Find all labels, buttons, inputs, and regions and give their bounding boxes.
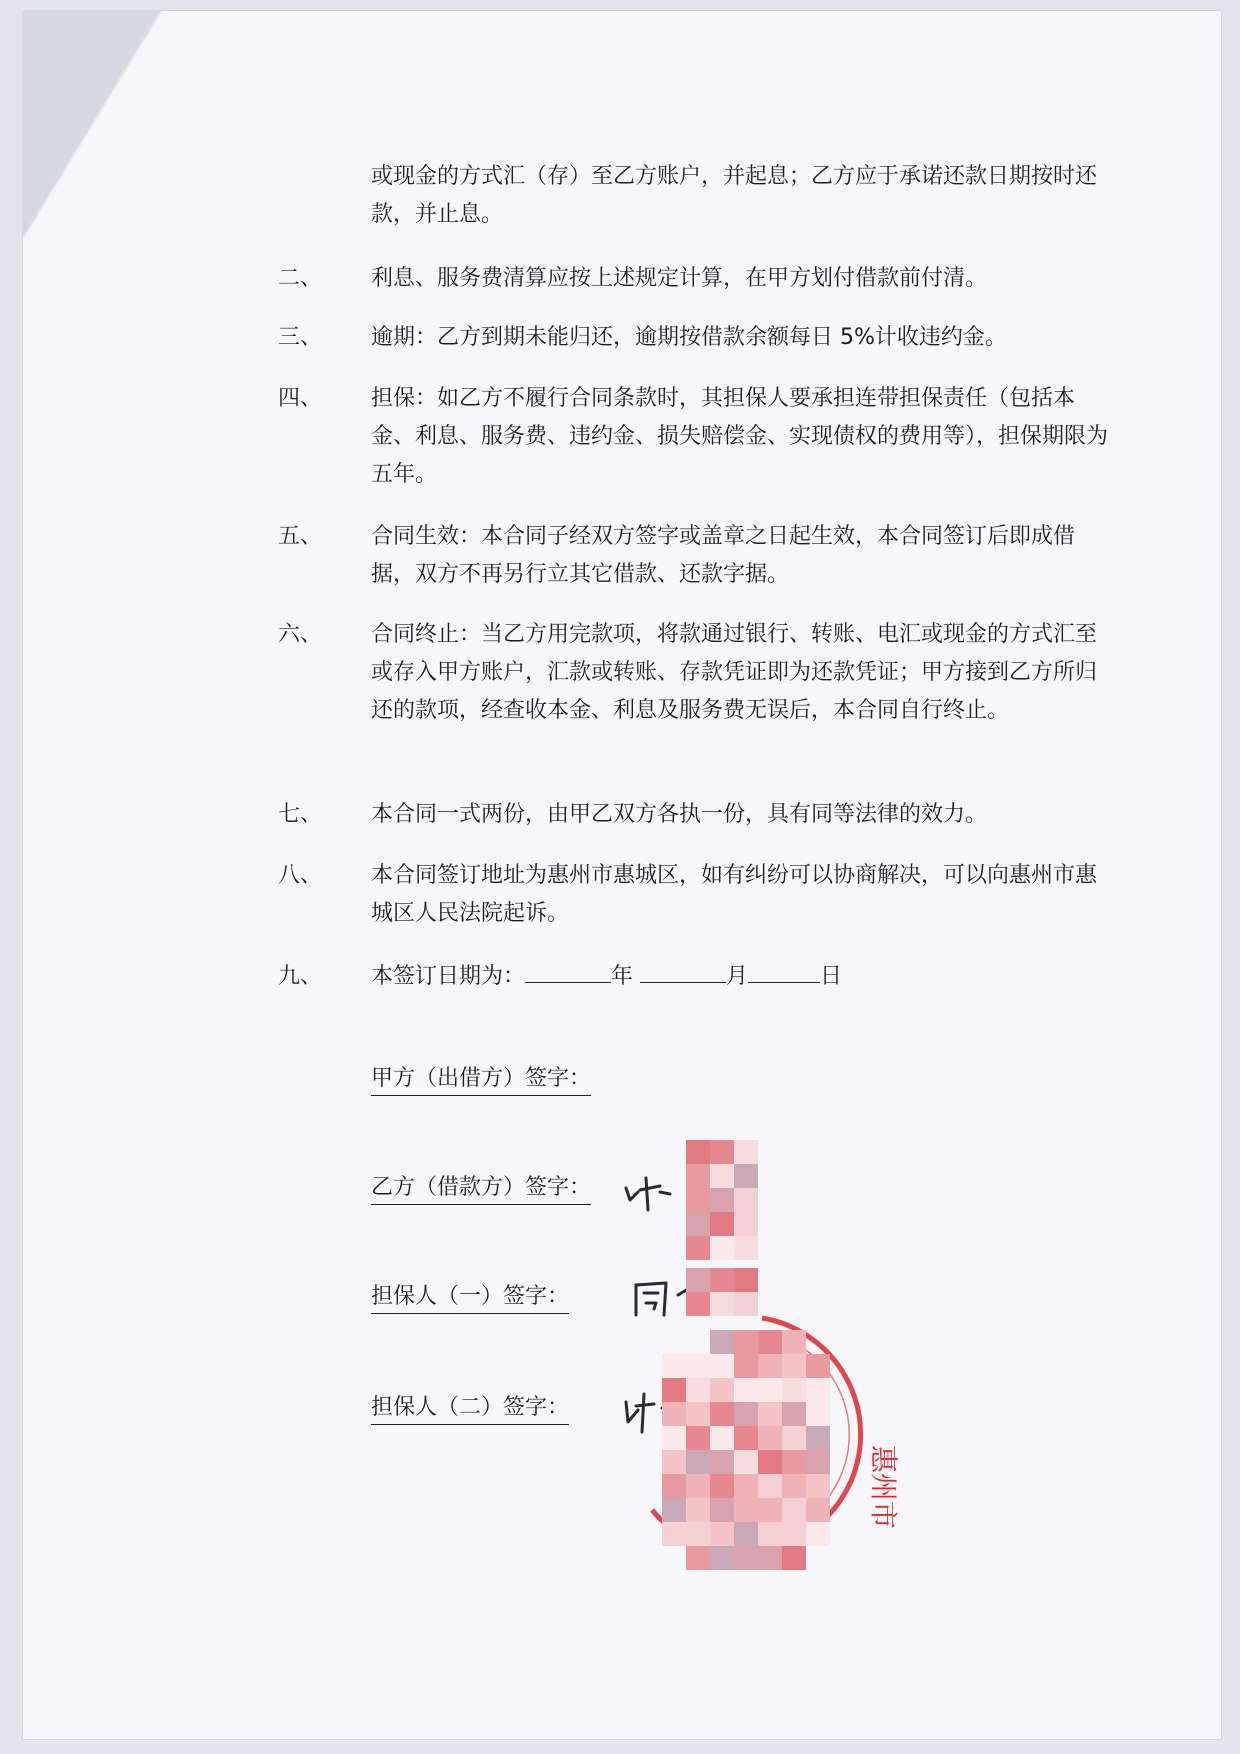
- mosaic-cell: [806, 1330, 830, 1354]
- mosaic-cell: [806, 1354, 830, 1378]
- day-blank[interactable]: [748, 960, 820, 983]
- mosaic-cell: [758, 1498, 782, 1522]
- mosaic-cell: [782, 1354, 806, 1378]
- mosaic-cell: [782, 1450, 806, 1474]
- mosaic-cell: [710, 1426, 734, 1450]
- mosaic-cell: [710, 1330, 734, 1354]
- guarantor-2-signature-label: 担保人（二）签字：: [371, 1393, 569, 1425]
- mosaic-cell: [710, 1354, 734, 1378]
- mosaic-cell: [710, 1378, 734, 1402]
- mosaic-cell: [710, 1268, 734, 1292]
- mosaic-cell: [806, 1474, 830, 1498]
- mosaic-cell: [710, 1402, 734, 1426]
- mosaic-cell: [662, 1498, 686, 1522]
- mosaic-cell: [806, 1498, 830, 1522]
- mosaic-cell: [734, 1188, 758, 1212]
- mosaic-cell: [710, 1522, 734, 1546]
- handwritten-signature-party-b: [620, 1170, 690, 1215]
- mosaic-cell: [686, 1188, 710, 1212]
- redaction-mosaic: [662, 1330, 830, 1570]
- mosaic-cell: [758, 1426, 782, 1450]
- mosaic-cell: [662, 1402, 686, 1426]
- clause-text: 利息、服务费清算应按上述规定计算，在甲方划付借款前付清。: [371, 266, 988, 291]
- mosaic-cell: [686, 1546, 710, 1570]
- mosaic-cell: [686, 1236, 710, 1260]
- mosaic-cell: [806, 1426, 830, 1450]
- mosaic-cell: [734, 1522, 758, 1546]
- mosaic-cell: [662, 1522, 686, 1546]
- clause-text: 本合同一式两份，由甲乙双方各执一份，具有同等法律的效力。: [371, 802, 988, 827]
- mosaic-cell: [734, 1236, 758, 1260]
- clause-number: 三、: [278, 325, 323, 350]
- month-label: 月: [726, 964, 749, 989]
- mosaic-cell: [734, 1354, 758, 1378]
- mosaic-cell: [662, 1330, 686, 1354]
- redaction-mosaic: [686, 1140, 758, 1260]
- mosaic-cell: [686, 1164, 710, 1188]
- year-blank[interactable]: [525, 960, 611, 983]
- clause-number: 六、: [278, 622, 323, 647]
- mosaic-cell: [710, 1474, 734, 1498]
- clause-number: 五、: [278, 524, 323, 549]
- mosaic-cell: [686, 1522, 710, 1546]
- mosaic-cell: [662, 1426, 686, 1450]
- redaction-mosaic: [686, 1268, 758, 1316]
- mosaic-cell: [734, 1402, 758, 1426]
- mosaic-cell: [782, 1426, 806, 1450]
- clause-number: 九、: [278, 964, 323, 989]
- mosaic-cell: [806, 1546, 830, 1570]
- mosaic-cell: [686, 1426, 710, 1450]
- month-blank[interactable]: [640, 960, 726, 983]
- document-page: [22, 10, 1222, 1740]
- mosaic-cell: [758, 1354, 782, 1378]
- clause-number: 四、: [278, 386, 323, 411]
- mosaic-cell: [782, 1546, 806, 1570]
- clause-text: 合同生效：本合同子经双方签字或盖章之日起生效，本合同签订后即成借据，双方不再另行立其它借款、还款字据。: [371, 524, 1076, 587]
- mosaic-cell: [806, 1522, 830, 1546]
- date-prefix: 本签订日期为：: [371, 964, 526, 989]
- mosaic-cell: [686, 1450, 710, 1474]
- mosaic-cell: [734, 1164, 758, 1188]
- mosaic-cell: [782, 1522, 806, 1546]
- mosaic-cell: [686, 1354, 710, 1378]
- folded-corner-shadow: [22, 10, 162, 240]
- mosaic-cell: [734, 1426, 758, 1450]
- mosaic-cell: [782, 1378, 806, 1402]
- clause-text: 或现金的方式汇（存）至乙方账户，并起息；乙方应于承诺还款日期按时还款，并止息。: [371, 164, 1098, 227]
- mosaic-cell: [758, 1546, 782, 1570]
- mosaic-cell: [734, 1268, 758, 1292]
- mosaic-cell: [662, 1474, 686, 1498]
- clause-text: 合同终止：当乙方用完款项，将款通过银行、转账、电汇或现金的方式汇至或存入甲方账户，汇款或转账、存款凭证即为还款凭证；甲方接到乙方所归还的款项，经查收本金、利息及服务费无误后，本合同自行终止。: [371, 622, 1098, 723]
- mosaic-cell: [686, 1498, 710, 1522]
- seal-text: 惠州市: [867, 1445, 900, 1530]
- clause-text: 本合同签订地址为惠州市惠城区，如有纠纷可以协商解决，可以向惠州市惠城区人民法院起诉。: [371, 863, 1098, 926]
- mosaic-cell: [686, 1378, 710, 1402]
- mosaic-cell: [758, 1450, 782, 1474]
- mosaic-cell: [758, 1330, 782, 1354]
- mosaic-cell: [710, 1188, 734, 1212]
- mosaic-cell: [734, 1378, 758, 1402]
- party-a-signature-label: 甲方（出借方）签字：: [371, 1064, 591, 1096]
- mosaic-cell: [686, 1140, 710, 1164]
- mosaic-cell: [686, 1212, 710, 1236]
- mosaic-cell: [710, 1236, 734, 1260]
- mosaic-cell: [710, 1212, 734, 1236]
- mosaic-cell: [758, 1474, 782, 1498]
- mosaic-cell: [662, 1378, 686, 1402]
- mosaic-cell: [686, 1402, 710, 1426]
- mosaic-cell: [782, 1330, 806, 1354]
- clause-number: 八、: [278, 863, 323, 888]
- clause-text: 担保：如乙方不履行合同条款时，其担保人要承担连带担保责任（包括本金、利息、服务费、违约金、损失赔偿金、实现债权的费用等），担保期限为五年。: [371, 386, 1109, 487]
- mosaic-cell: [734, 1212, 758, 1236]
- mosaic-cell: [662, 1546, 686, 1570]
- mosaic-cell: [758, 1522, 782, 1546]
- mosaic-cell: [686, 1268, 710, 1292]
- mosaic-cell: [806, 1450, 830, 1474]
- mosaic-cell: [734, 1330, 758, 1354]
- mosaic-cell: [782, 1402, 806, 1426]
- mosaic-cell: [782, 1474, 806, 1498]
- mosaic-cell: [710, 1292, 734, 1316]
- clause-text: 逾期：乙方到期未能归还，逾期按借款余额每日 5%计收违约金。: [371, 325, 1007, 350]
- mosaic-cell: [686, 1474, 710, 1498]
- mosaic-cell: [710, 1450, 734, 1474]
- clause-number: 七、: [278, 802, 323, 827]
- mosaic-cell: [686, 1330, 710, 1354]
- clause-number: 二、: [278, 266, 323, 291]
- mosaic-cell: [734, 1140, 758, 1164]
- mosaic-cell: [662, 1354, 686, 1378]
- guarantor-1-signature-label: 担保人（一）签字：: [371, 1282, 569, 1314]
- mosaic-cell: [734, 1474, 758, 1498]
- mosaic-cell: [782, 1498, 806, 1522]
- party-b-signature-label: 乙方（借款方）签字：: [371, 1173, 591, 1205]
- mosaic-cell: [710, 1546, 734, 1570]
- mosaic-cell: [734, 1450, 758, 1474]
- mosaic-cell: [686, 1292, 710, 1316]
- mosaic-cell: [710, 1140, 734, 1164]
- mosaic-cell: [758, 1402, 782, 1426]
- day-label: 日: [820, 964, 843, 989]
- mosaic-cell: [662, 1450, 686, 1474]
- mosaic-cell: [806, 1402, 830, 1426]
- mosaic-cell: [806, 1378, 830, 1402]
- mosaic-cell: [758, 1378, 782, 1402]
- mosaic-cell: [710, 1164, 734, 1188]
- mosaic-cell: [734, 1498, 758, 1522]
- mosaic-cell: [710, 1498, 734, 1522]
- mosaic-cell: [734, 1292, 758, 1316]
- date-line: [371, 958, 1111, 996]
- mosaic-cell: [734, 1546, 758, 1570]
- year-label: 年: [611, 964, 634, 989]
